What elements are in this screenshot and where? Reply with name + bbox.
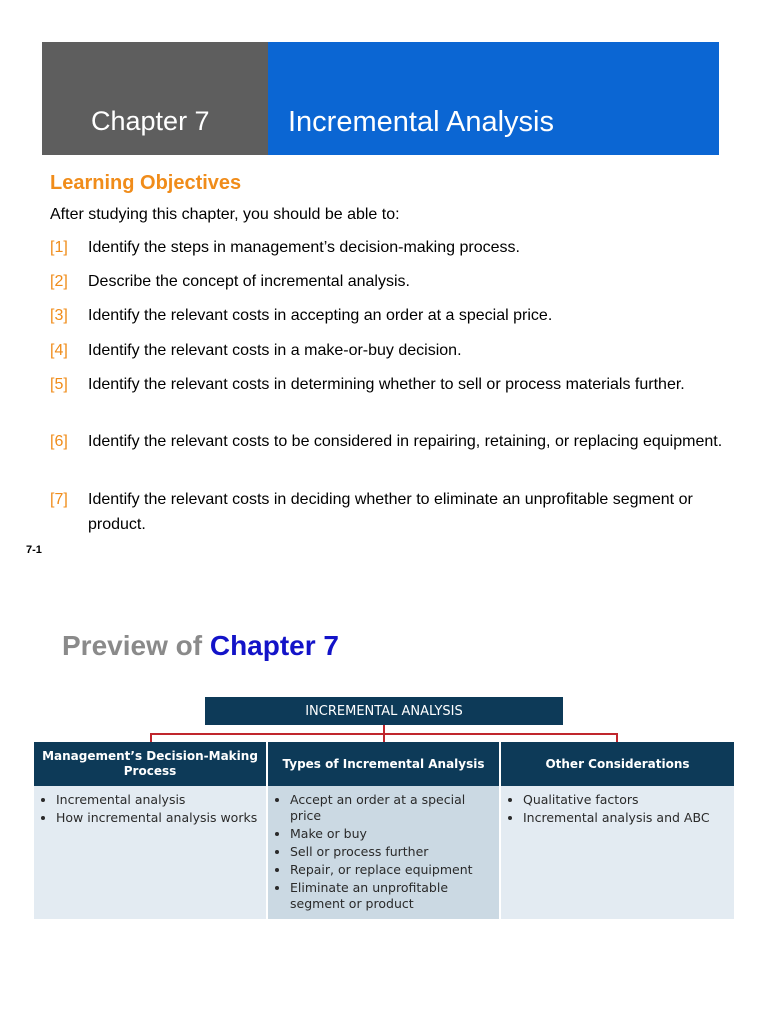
list-item: • How incremental analysis works — [56, 810, 266, 826]
objective-text: Identify the relevant costs to be considered in repairing, retaining, or replacing equipment. — [88, 433, 723, 450]
objective-item — [50, 303, 730, 328]
learning-objectives-heading: Learning Objectives — [50, 172, 242, 194]
objective-number: [3] — [50, 307, 68, 324]
objective-item — [50, 487, 730, 537]
list-item: • Eliminate an unprofitable segment or product — [290, 880, 499, 912]
column-body-decision-process — [34, 786, 266, 919]
bullet-list — [268, 792, 499, 912]
column-body-types — [268, 786, 499, 919]
chapter-title: Incremental Analysis — [288, 106, 554, 138]
preview-title — [62, 630, 339, 662]
bullet-list — [501, 792, 734, 826]
column-heading-types: Types of Incremental Analysis — [268, 742, 499, 786]
objective-number: [1] — [50, 239, 68, 256]
objective-text: Identify the relevant costs in determining whether to sell or process materials further. — [88, 376, 685, 393]
objective-number: [7] — [50, 491, 68, 508]
list-item: • Incremental analysis and ABC — [523, 810, 734, 826]
objective-text: Identify the relevant costs in deciding whether to eliminate an unprofitable segment or product. — [88, 491, 693, 533]
column-body-other — [501, 786, 734, 919]
list-item: • Repair, or replace equipment — [290, 862, 499, 878]
list-item: • Incremental analysis — [56, 792, 266, 808]
objective-number: [6] — [50, 433, 68, 450]
list-item: • Qualitative factors — [523, 792, 734, 808]
list-item: • Sell or process further — [290, 844, 499, 860]
objective-text: Describe the concept of incremental analysis. — [88, 273, 410, 290]
connector-lines — [151, 725, 617, 742]
objective-text: Identify the relevant costs in accepting an order at a special price. — [88, 307, 553, 324]
chapter-title-panel — [268, 42, 719, 155]
objective-number: [2] — [50, 273, 68, 290]
objective-item — [50, 372, 730, 397]
objective-item — [50, 269, 730, 294]
objective-number: [4] — [50, 342, 68, 359]
chapter-label-panel — [42, 42, 268, 155]
list-item: • Accept an order at a special price — [290, 792, 499, 824]
bullet-list — [34, 792, 266, 826]
objective-item — [50, 429, 730, 454]
preview-title-chapter: Chapter 7 — [209, 630, 339, 661]
column-heading-decision-process: Management’s Decision-Making Process — [34, 742, 266, 786]
page-number: 7-1 — [26, 544, 42, 556]
objective-text: Identify the steps in management’s decision-making process. — [88, 239, 520, 256]
preview-title-prefix: Preview of — [62, 630, 203, 661]
list-item: • Make or buy — [290, 826, 499, 842]
chapter-preview-diagram — [34, 697, 734, 922]
learning-objectives-intro: After studying this chapter, you should be able to: — [50, 206, 400, 223]
diagram-root-box: INCREMENTAL ANALYSIS — [205, 697, 563, 725]
objective-text: Identify the relevant costs in a make-or-buy decision. — [88, 342, 462, 359]
chapter-label: Chapter 7 — [91, 106, 210, 136]
column-heading-other: Other Considerations — [501, 742, 734, 786]
objective-item — [50, 235, 730, 260]
objective-number: [5] — [50, 376, 68, 393]
chapter-header — [42, 42, 719, 155]
objective-item — [50, 338, 730, 363]
